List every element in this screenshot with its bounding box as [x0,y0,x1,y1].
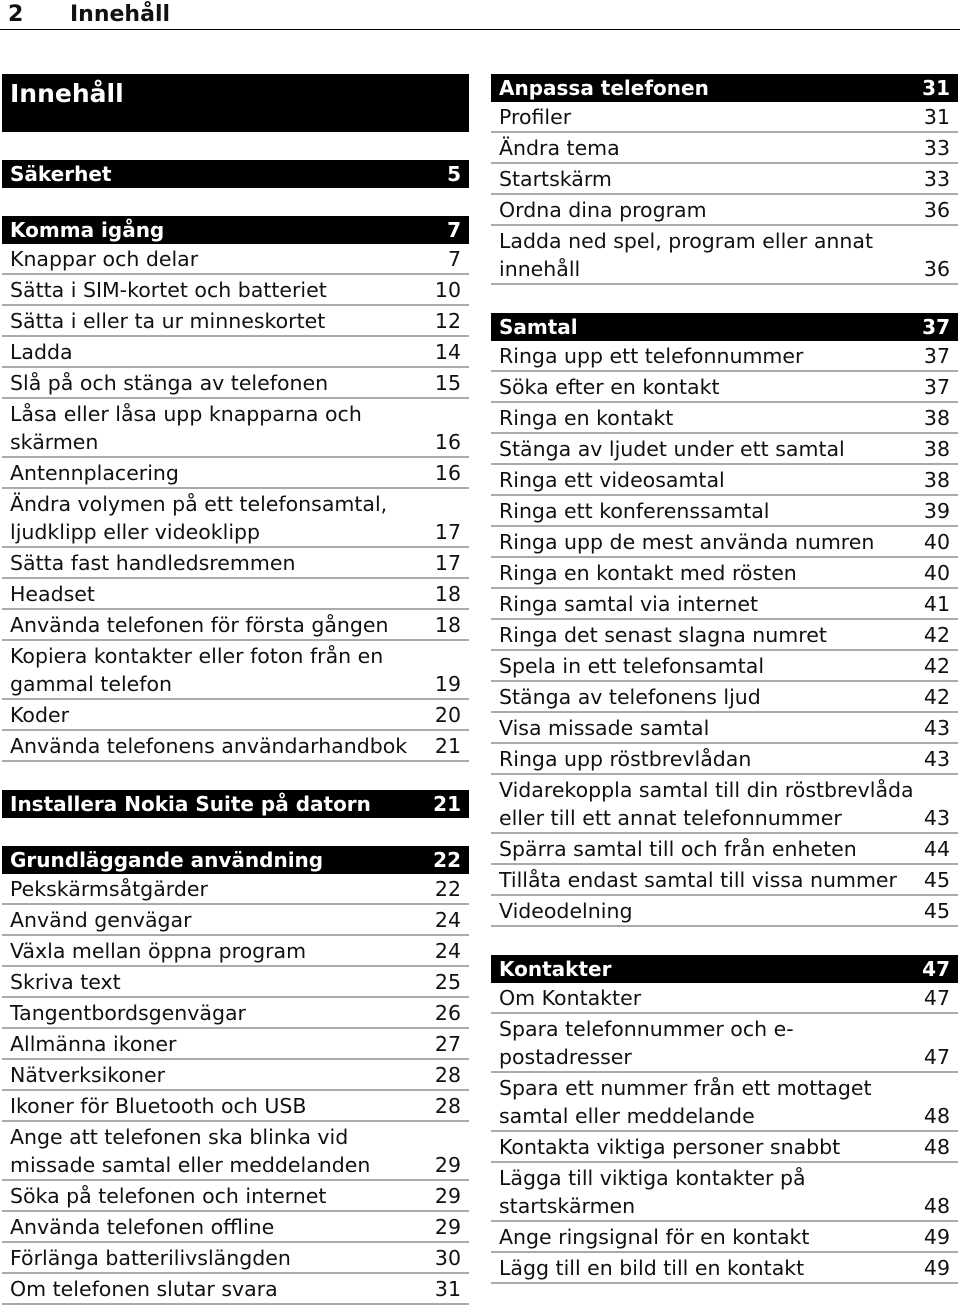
toc-entry[interactable] [491,102,958,133]
entry-page-number: 29 [434,1184,461,1208]
entry-title: Ladda ned spel, program eller annat innehåll [499,229,873,281]
toc-entry[interactable] [491,1132,958,1163]
toc-entry[interactable] [491,651,958,682]
entry-title: Videodelning [499,899,633,923]
entry-title: Skriva text [10,970,121,994]
section-title: Installera Nokia Suite på datorn [10,792,371,816]
entry-page-number: 30 [434,1246,461,1270]
section-title: Komma igång [10,218,165,242]
section-page-number: 47 [922,957,950,981]
entry-page-number: 41 [923,592,950,616]
toc-section [491,955,958,1284]
toc-entry[interactable] [491,164,958,195]
entry-title: Ange att telefonen ska blinka vid missade samtal eller meddelanden [10,1125,371,1177]
entry-page-number: 37 [923,375,950,399]
toc-entry[interactable] [491,496,958,527]
entry-page-number: 43 [923,716,950,740]
toc-entry[interactable] [2,1274,469,1305]
section-heading[interactable] [491,74,958,102]
section-heading[interactable] [491,313,958,341]
entry-page-number: 42 [923,654,950,678]
entry-title: Ringa en kontakt med rösten [499,561,797,585]
section-title: Säkerhet [10,162,112,186]
toc-section [2,846,469,1305]
toc-entry[interactable] [2,368,469,399]
toc-entry[interactable] [2,306,469,337]
entry-page-number: 15 [434,371,461,395]
entry-title: Söka på telefonen och internet [10,1184,327,1208]
entry-page-number: 16 [434,461,461,485]
entry-title: Spela in ett telefonsamtal [499,654,765,678]
toc-entry[interactable] [2,1122,469,1181]
entry-page-number: 43 [923,747,950,771]
entry-title: Tillåta endast samtal till vissa nummer [499,868,897,892]
section-gap [491,927,958,955]
toc-section [491,313,958,927]
section-title: Grundläggande användning [10,848,324,872]
toc-entry[interactable] [491,983,958,1014]
entry-title: Stänga av ljudet under ett samtal [499,437,845,461]
entry-title: Använda telefonens användarhandbok [10,734,408,758]
entry-page-number: 44 [923,837,950,861]
entry-page-number: 42 [923,623,950,647]
toc-entry[interactable] [2,489,469,548]
toc-entry[interactable] [491,834,958,865]
toc-entry[interactable] [491,133,958,164]
toc-entry[interactable] [2,579,469,610]
entry-page-number: 33 [923,167,950,191]
entry-page-number: 33 [923,136,950,160]
entry-page-number: 37 [923,344,950,368]
entry-title: Ringa samtal via internet [499,592,759,616]
toc-entry[interactable] [2,1060,469,1091]
entry-title: Växla mellan öppna program [10,939,307,963]
toc-entry[interactable] [491,682,958,713]
entry-title: Ringa en kontakt [499,406,674,430]
toc-right-column [491,74,958,1284]
entry-title: Söka efter en kontakt [499,375,720,399]
toc-entry[interactable] [2,731,469,762]
entry-title: Om Kontakter [499,986,642,1010]
toc-entry[interactable] [491,372,958,403]
entry-page-number: 28 [434,1094,461,1118]
section-heading[interactable] [2,790,469,818]
toc-entry[interactable] [2,458,469,489]
toc-entry[interactable] [2,1212,469,1243]
toc-entry[interactable] [491,527,958,558]
section-heading[interactable] [2,216,469,244]
toc-entry[interactable] [491,341,958,372]
entry-page-number: 17 [434,551,461,575]
toc-entry[interactable] [491,1163,958,1222]
entry-title: Visa missade samtal [499,716,710,740]
entry-title: Koder [10,703,70,727]
entry-title: Spärra samtal till och från enheten [499,837,857,861]
entry-page-number: 49 [923,1256,950,1280]
entry-title: Låsa eller låsa upp knapparna och skärmen [10,402,362,454]
entry-title: Spara ett nummer från ett mottaget samtal eller meddelande [499,1076,872,1128]
entry-page-number: 22 [434,877,461,901]
toc-entry[interactable] [2,874,469,905]
entry-title: Ringa upp röstbrevlådan [499,747,752,771]
toc-section [491,74,958,285]
entry-page-number: 24 [434,908,461,932]
toc-entry[interactable] [491,1253,958,1284]
entry-page-number: 29 [434,1153,461,1177]
toc-entry[interactable] [491,1073,958,1132]
toc-entry[interactable] [2,337,469,368]
toc-entry[interactable] [2,1243,469,1274]
toc-entry[interactable] [2,275,469,306]
entry-title: Ordna dina program [499,198,707,222]
entry-title: Sätta i eller ta ur minneskortet [10,309,326,333]
entry-page-number: 38 [923,437,950,461]
entry-page-number: 38 [923,468,950,492]
section-page-number: 37 [922,315,950,339]
toc-entry[interactable] [491,713,958,744]
entry-page-number: 49 [923,1225,950,1249]
entry-title: Ikoner för Bluetooth och USB [10,1094,307,1118]
entry-page-number: 27 [434,1032,461,1056]
entry-page-number: 31 [434,1277,461,1301]
entry-page-number: 47 [923,1045,950,1069]
toc-entry[interactable] [2,1029,469,1060]
toc-entry[interactable] [2,936,469,967]
entry-title: Använda telefonen för första gången [10,613,389,637]
entry-page-number: 7 [447,247,461,271]
entry-title: Headset [10,582,95,606]
entry-title: Ringa ett konferenssamtal [499,499,770,523]
entry-page-number: 38 [923,406,950,430]
toc-entry[interactable] [491,1014,958,1073]
entry-page-number: 14 [434,340,461,364]
entry-page-number: 42 [923,685,950,709]
entry-title: Ange ringsignal för en kontakt [499,1225,810,1249]
entry-page-number: 24 [434,939,461,963]
entry-page-number: 36 [923,257,950,281]
entry-page-number: 25 [434,970,461,994]
toc-entry[interactable] [491,744,958,775]
entry-page-number: 48 [923,1104,950,1128]
toc-entry[interactable] [2,1181,469,1212]
entry-page-number: 26 [434,1001,461,1025]
entry-title: Antennplacering [10,461,179,485]
page-header [0,0,960,30]
entry-title: Vidarekoppla samtal till din röstbrevlåda eller till ett annat telefonnummer [499,778,914,830]
entry-title: Spara telefonnummer och e-postadresser [499,1017,794,1069]
section-title: Samtal [499,315,578,339]
toc-left-column [2,160,469,1305]
section-heading[interactable] [491,955,958,983]
entry-page-number: 12 [434,309,461,333]
entry-title: Använda telefonen offline [10,1215,275,1239]
section-gap [491,285,958,313]
entry-page-number: 43 [923,806,950,830]
toc-entry[interactable] [2,244,469,275]
entry-page-number: 29 [434,1215,461,1239]
toc-entry[interactable] [2,998,469,1029]
entry-page-number: 17 [434,520,461,544]
toc-entry[interactable] [491,226,958,285]
entry-page-number: 18 [434,582,461,606]
entry-page-number: 10 [434,278,461,302]
entry-title: Sätta fast handledsremmen [10,551,296,575]
toc-entry[interactable] [491,589,958,620]
entry-title: Använd genvägar [10,908,192,932]
section-heading[interactable] [2,160,469,188]
toc-entry[interactable] [2,610,469,641]
toc-entry[interactable] [2,700,469,731]
entry-page-number: 45 [923,868,950,892]
toc-entry[interactable] [491,195,958,226]
entry-title: Tangentbordsgenvägar [10,1001,246,1025]
toc-section [2,790,469,818]
section-page-number: 31 [922,76,950,100]
entry-title: Knappar och delar [10,247,199,271]
entry-page-number: 36 [923,198,950,222]
entry-title: Ladda [10,340,73,364]
entry-title: Förlänga batterilivslängden [10,1246,291,1270]
entry-page-number: 21 [434,734,461,758]
section-gap [2,762,469,790]
toc-entry[interactable] [491,865,958,896]
entry-title: Ringa upp de mest använda numren [499,530,875,554]
entry-title: Lägga till viktiga kontakter på startskärmen [499,1166,806,1218]
toc-entry[interactable] [2,548,469,579]
section-page-number: 21 [433,792,461,816]
entry-title: Ändra tema [499,136,620,160]
entry-page-number: 18 [434,613,461,637]
entry-title: Nätverksikoner [10,1063,166,1087]
entry-title: Ändra volymen på ett telefonsamtal, ljudklipp eller videoklipp [10,492,388,544]
toc-section [2,216,469,762]
entry-page-number: 40 [923,561,950,585]
section-gap [2,188,469,216]
toc-entry[interactable] [2,905,469,936]
entry-title: Kopiera kontakter eller foton från en gammal telefon [10,644,384,696]
toc-entry[interactable] [491,620,958,651]
toc-entry[interactable] [2,1091,469,1122]
toc-entry[interactable] [491,465,958,496]
toc-entry[interactable] [2,967,469,998]
entry-page-number: 48 [923,1194,950,1218]
toc-entry[interactable] [2,399,469,458]
toc-entry[interactable] [2,641,469,700]
toc-entry[interactable] [491,403,958,434]
entry-title: Om telefonen slutar svara [10,1277,278,1301]
entry-title: Kontakta viktiga personer snabbt [499,1135,841,1159]
section-page-number: 7 [447,218,461,242]
entry-title: Allmänna ikoner [10,1032,177,1056]
entry-title: Ringa det senast slagna numret [499,623,827,647]
entry-title: Lägg till en bild till en kontakt [499,1256,805,1280]
entry-title: Pekskärmsåtgärder [10,877,208,901]
entry-title: Stänga av telefonens ljud [499,685,761,709]
entry-page-number: 45 [923,899,950,923]
entry-page-number: 20 [434,703,461,727]
entry-page-number: 28 [434,1063,461,1087]
entry-page-number: 48 [923,1135,950,1159]
section-title: Anpassa telefonen [499,76,709,100]
page-number: 2 [8,2,24,27]
entry-title: Profiler [499,105,572,129]
entry-title: Slå på och stänga av telefonen [10,371,329,395]
running-title: Innehåll [70,2,171,27]
section-title: Kontakter [499,957,612,981]
entry-title: Sätta i SIM-kortet och batteriet [10,278,327,302]
entry-page-number: 31 [923,105,950,129]
section-heading[interactable] [2,846,469,874]
entry-page-number: 47 [923,986,950,1010]
section-page-number: 5 [447,162,461,186]
entry-page-number: 16 [434,430,461,454]
toc-entry[interactable] [491,1222,958,1253]
toc-entry[interactable] [491,775,958,834]
entry-page-number: 19 [434,672,461,696]
entry-title: Ringa ett videosamtal [499,468,725,492]
entry-page-number: 40 [923,530,950,554]
toc-entry[interactable] [491,434,958,465]
section-gap [2,818,469,846]
toc-section [2,160,469,188]
entry-title: Startskärm [499,167,612,191]
section-page-number: 22 [433,848,461,872]
entry-page-number: 39 [923,499,950,523]
entry-title: Ringa upp ett telefonnummer [499,344,804,368]
toc-entry[interactable] [491,558,958,589]
toc-entry[interactable] [491,896,958,927]
toc-title: Innehåll [2,74,469,132]
